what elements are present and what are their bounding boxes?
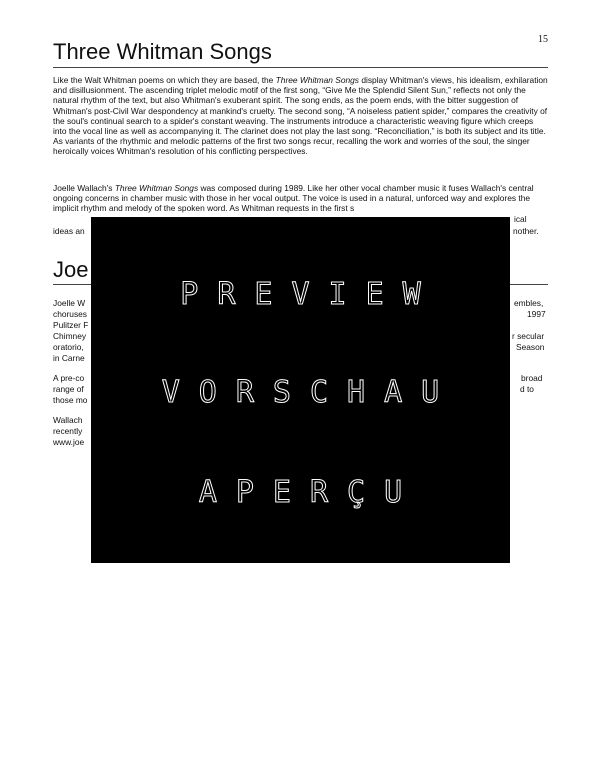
bio-p1-line: Joelle W [53,298,86,308]
bio-p1-line: oratorio, [53,342,84,352]
bio-p2-line-right: d to [520,384,534,394]
bio-p1-line: Pulitzer F [53,320,89,330]
bio-p2-line: those mo [53,395,88,405]
bio-p1-line: Chimney [53,331,87,341]
bio-p2-line-right: broad [521,373,543,383]
para2-last-right: nother. [513,226,539,236]
bio-p1-line-right: Season [516,342,545,352]
intro-paragraph-1: Like the Walt Whitman poems on which they are based, the Three Whitman Songs display Whitman's views, his idealism, exhilaration and disillusionment. The ascending triplet melodic motif of the first song, “Give Me the Splendid Silent Sun,” reflects not only the natural rhythm of the text, but also Whitman's exuberant spirit. The song ends, as the poem ends, with the bitter suggestion of Whitman's post-Civil War despondency at mankind's cruelty. The second song, “A noiseless patient spider,” compares the creativity of the soul's continual search to a spider's constant weaving. The instruments introduce a characteristic weaving figure which creeps into the vocal line as well as accompanying it. The clarinet does not play the last song. “Reconciliation,” is both its subject and its title. As variants of the rhythmic and melodic patterns of the first two songs recur, recalling the work and worries of the soul, the singer heroically voices Whitman's resolution of his conflicting perspectives. [53,75,548,157]
bio-p3-line: recently [53,426,83,436]
intro-paragraph-2: Joelle Wallach's Three Whitman Songs was composed during 1989. Like her other vocal chamber music it fuses Wallach's central ongoing concerns in chamber music with those in her vocal output. The voice is used in a natural, unforced way and explores the implicit rhythm and melody of the spoken word. As Whitman requests in the first s [53,183,534,214]
para2-last-left: ideas an [53,226,85,236]
preview-watermark-overlay [91,217,510,563]
page-number: 15 [538,34,548,45]
bio-p3-line: Wallach [53,415,83,425]
bio-p1-line: in Carne [53,353,85,363]
bio-p1-line-right: embles, [514,298,544,308]
bio-p3-line: www.joe [53,437,85,447]
section-title-bio: Joe [53,257,89,282]
section-title-whitman: Three Whitman Songs [53,39,272,64]
bio-p1-line: choruses [53,309,87,319]
bio-p2-line: range of [53,384,84,394]
bio-p1-line-right: 1997 [527,309,546,319]
bio-p2-line: A pre-co [53,373,85,383]
watermark-preview: PREVIEW [180,277,440,312]
para2-clip-right: ical [514,214,527,224]
watermark-apercu: APERÇU [198,475,422,510]
section-rule-1 [53,67,548,68]
watermark-vorschau: VORSCHAU [161,375,459,410]
bio-p1-line-right: r secular [512,331,545,341]
